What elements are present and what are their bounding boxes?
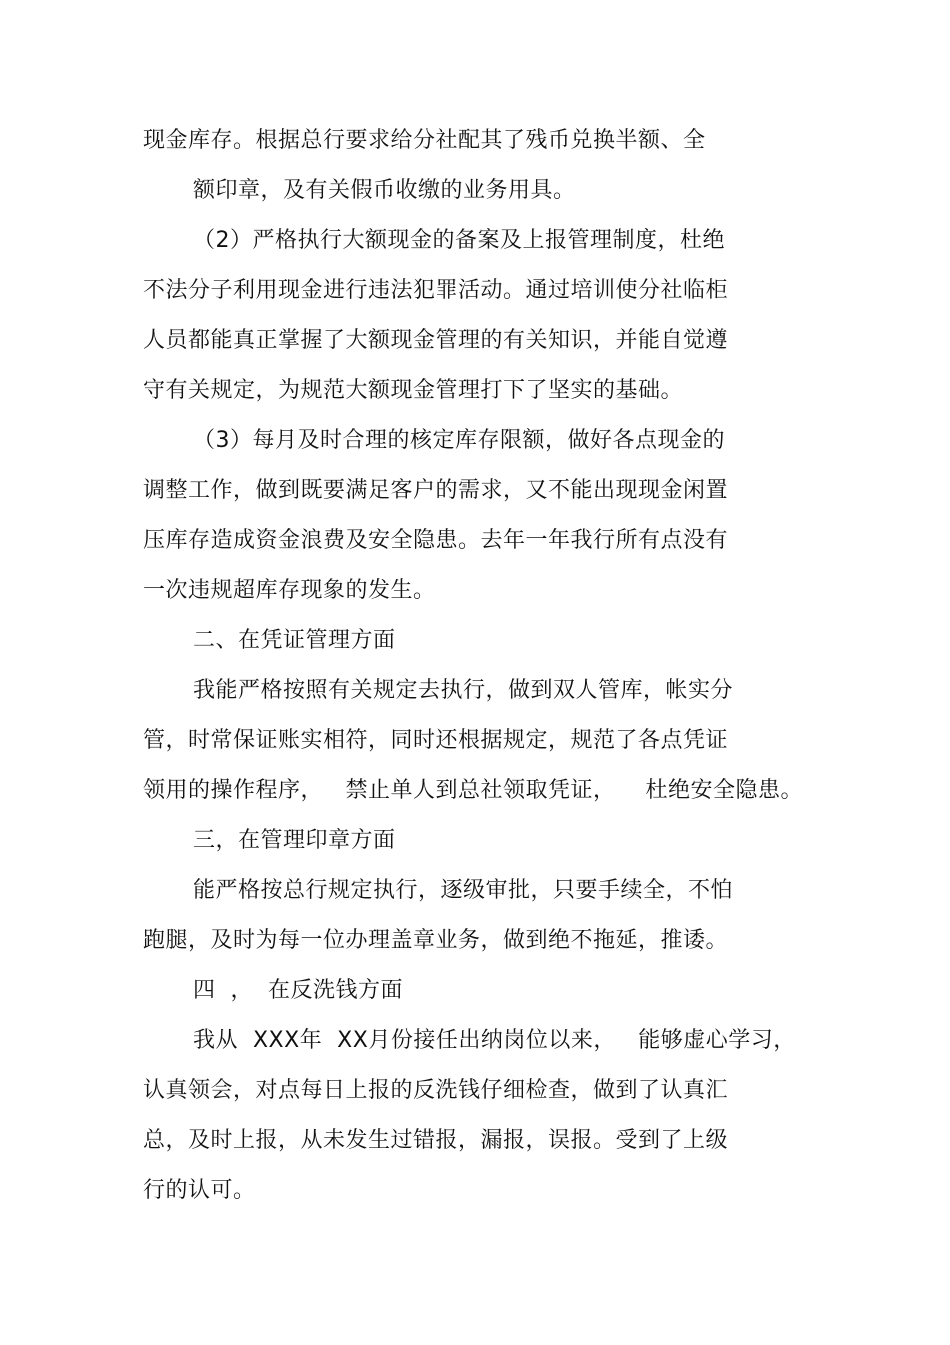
text-line: 管，时常保证账实相符，同时还根据规定，规范了各点凭证 [143, 728, 729, 753]
text-line: 我从 XXX年 XX月份接任出纳岗位以来， 能够虚心学习， [193, 1028, 796, 1053]
text-line: 一次违规超库存现象的发生。 [143, 578, 436, 603]
text-line: （3）每月及时合理的核定库存限额，做好各点现金的 [193, 428, 725, 453]
section-heading: 三，在管理印章方面 [193, 828, 396, 853]
text-line: 现金库存。根据总行要求给分社配其了残币兑换半额、全 [143, 128, 706, 153]
text-line: 我能严格按照有关规定去执行，做到双人管库，帐实分 [193, 678, 734, 703]
text-line: 领用的操作程序， 禁止单人到总社领取凭证， 杜绝安全隐患。 [143, 778, 803, 803]
text-line: 人员都能真正掌握了大额现金管理的有关知识，并能自觉遵 [143, 328, 729, 353]
text-line: 总，及时上报，从未发生过错报，漏报，误报。受到了上级 [143, 1128, 729, 1153]
text-line: 调整工作，做到既要满足客户的需求，又不能出现现金闲置 [143, 478, 729, 503]
section-heading: 二、在凭证管理方面 [193, 628, 396, 653]
text-line: 不法分子利用现金进行违法犯罪活动。通过培训使分社临柜 [143, 278, 729, 303]
text-line: 能严格按总行规定执行，逐级审批，只要手续全，不怕 [193, 878, 734, 903]
text-line: 压库存造成资金浪费及安全隐患。去年一年我行所有点没有 [143, 528, 729, 553]
text-line: 行的认可。 [143, 1178, 256, 1203]
text-line: 额印章，及有关假币收缴的业务用具。 [193, 178, 576, 203]
section-heading: 四 ， 在反洗钱方面 [193, 978, 403, 1003]
text-line: （2）严格执行大额现金的备案及上报管理制度，杜绝 [193, 228, 725, 253]
text-line: 认真领会，对点每日上报的反洗钱仔细检查，做到了认真汇 [143, 1078, 729, 1103]
text-line: 守有关规定，为规范大额现金管理打下了坚实的基础。 [143, 378, 684, 403]
text-line: 跑腿，及时为每一位办理盖章业务，做到绝不拖延，推诿。 [143, 928, 729, 953]
